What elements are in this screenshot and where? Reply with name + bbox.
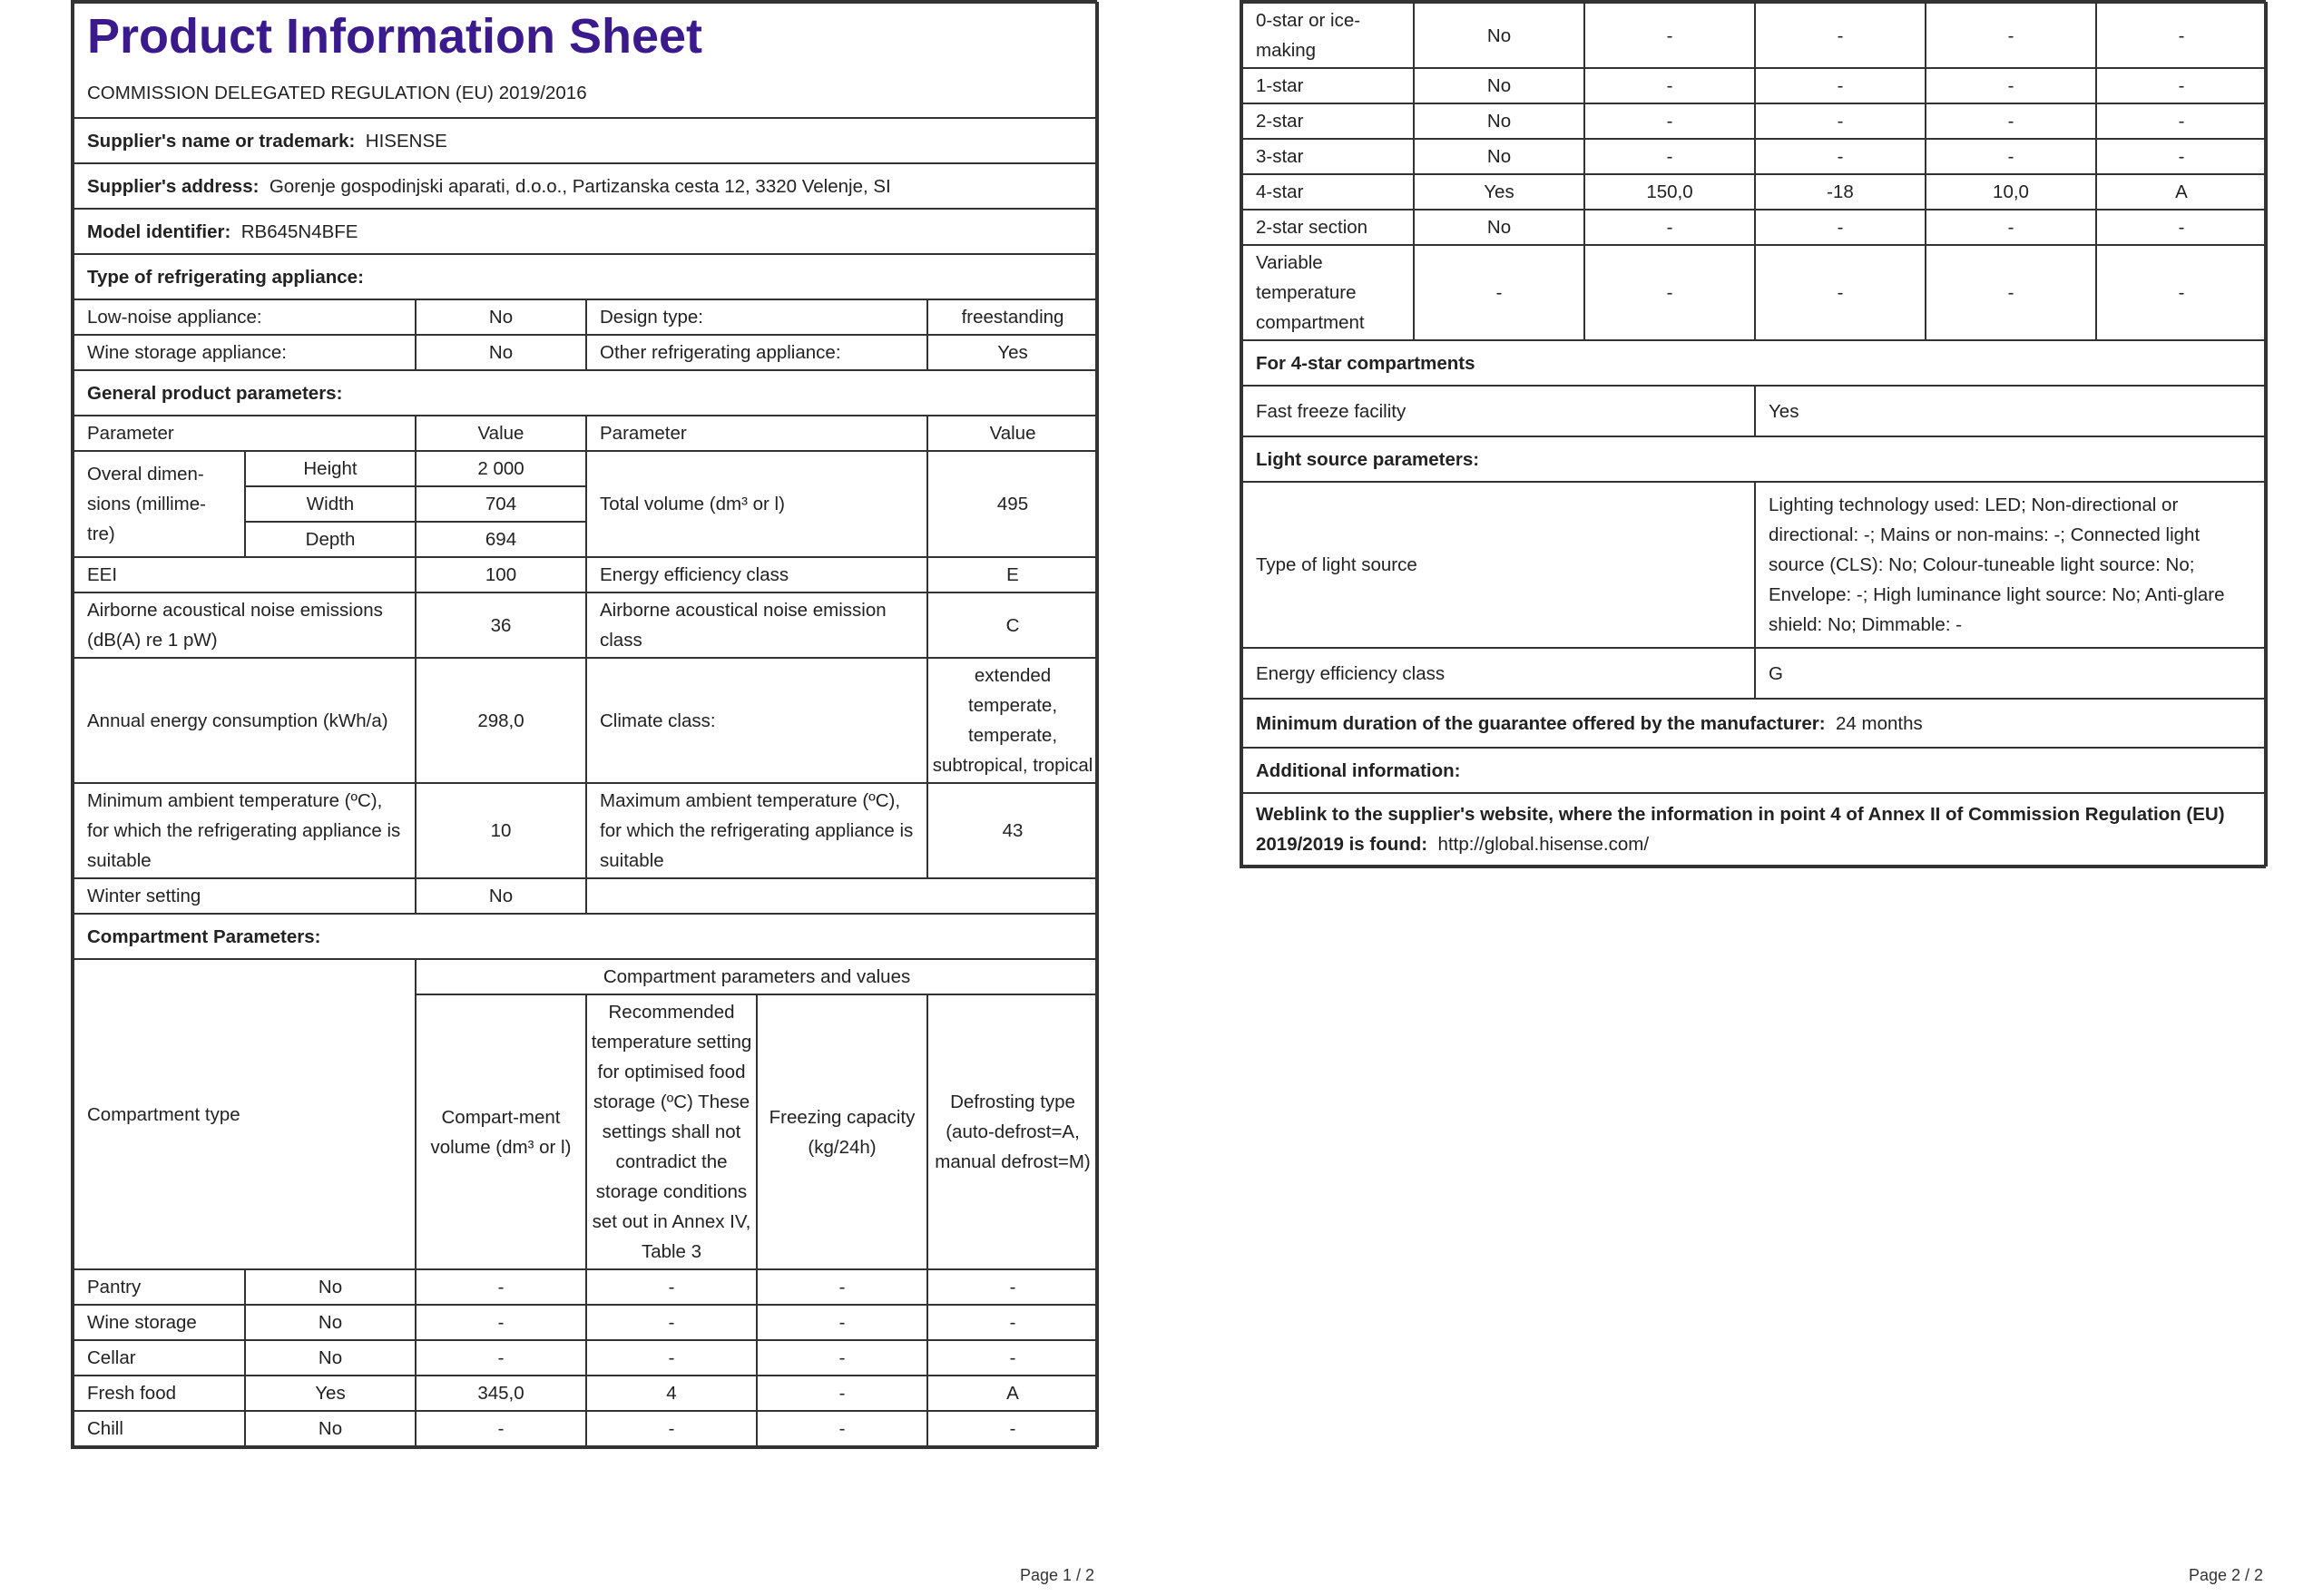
page-1: [71, 0, 1097, 1449]
compartment-name: Cellar: [74, 1340, 245, 1376]
noise-class-value: C: [927, 592, 1098, 658]
compartment-defrost: -: [2096, 139, 2267, 174]
compartment-name: 4-star: [1242, 174, 1414, 210]
compartment-row: [1242, 174, 2267, 210]
four-star-heading: For 4-star compartments: [1242, 340, 2267, 386]
compartment-name: Chill: [74, 1411, 245, 1446]
climate-label: Climate class:: [586, 658, 927, 783]
compartment-name: 2-star: [1242, 103, 1414, 139]
col-temp-header: Recommended temperature setting for optimised food storage (ºC) These settings shall not contradict the storage conditions set out in Annex IV, Table 3: [586, 994, 757, 1269]
compartment-volume: -: [416, 1305, 586, 1340]
page-2-footer: Page 2 / 2: [2189, 1566, 2264, 1584]
compartment-type-header: Compartment type: [74, 959, 416, 1269]
supplier-label: Supplier's name or trademark:: [87, 130, 356, 152]
appliance-type-heading: Type of refrigerating appliance:: [74, 254, 1098, 299]
compartment-present: No: [1414, 210, 1584, 245]
compartment-defrost: -: [2096, 210, 2267, 245]
compartment-freeze: -: [757, 1305, 927, 1340]
guarantee-label: Minimum duration of the guarantee offered by the manufacturer:: [1256, 712, 1826, 734]
dimensions-label: Overal dimen-sions (millime-tre): [74, 451, 245, 557]
compartment-row: [1242, 210, 2267, 245]
compartment-temp: -: [586, 1269, 757, 1305]
compartment-volume: -: [1584, 3, 1755, 68]
depth-value: 694: [416, 522, 586, 557]
compartment-name: 3-star: [1242, 139, 1414, 174]
compartment-present: No: [245, 1411, 416, 1446]
col-param-header-2: Parameter: [586, 416, 927, 451]
compartment-volume: -: [416, 1340, 586, 1376]
guarantee-value: 24 months: [1836, 712, 1923, 734]
col-volume-header: Compart-ment volume (dm³ or l): [416, 994, 586, 1269]
compartment-defrost: -: [927, 1269, 1098, 1305]
compartment-row: [74, 1340, 1098, 1376]
additional-info-label: Additional information:: [1242, 748, 2267, 793]
compartment-row: [1242, 68, 2267, 103]
noise-value: 36: [416, 592, 586, 658]
height-label: Height: [245, 451, 416, 486]
compartment-defrost: -: [927, 1305, 1098, 1340]
compartment-defrost: -: [2096, 103, 2267, 139]
compartment-temp: 4: [586, 1376, 757, 1411]
winter-label: Winter setting: [74, 878, 416, 914]
supplier-value: HISENSE: [365, 130, 447, 152]
compartment-freeze: -: [757, 1340, 927, 1376]
col-value-header-2: Value: [927, 416, 1098, 451]
min-temp-label: Minimum ambient temperature (ºC), for which the refrigerating appliance is suitable: [74, 783, 416, 878]
compartment-group-header: Compartment parameters and values: [416, 959, 1098, 994]
compartment-freeze: -: [757, 1376, 927, 1411]
compartment-temp: -: [1755, 103, 1926, 139]
annual-energy-label: Annual energy consumption (kWh/a): [74, 658, 416, 783]
col-defrost-header: Defrosting type (auto-defrost=A, manual defrost=M): [927, 994, 1098, 1269]
page-1-footer: Page 1 / 2: [1020, 1566, 1095, 1584]
compartment-temp: -: [586, 1305, 757, 1340]
compartment-name: 0-star or ice-making: [1242, 3, 1414, 68]
regulation: COMMISSION DELEGATED REGULATION (EU) 2019/2016: [87, 83, 587, 103]
compartment-present: No: [1414, 68, 1584, 103]
compartment-heading: Compartment Parameters:: [74, 914, 1098, 959]
compartment-name: Pantry: [74, 1269, 245, 1305]
compartment-row: [74, 1269, 1098, 1305]
compartment-name: Wine storage: [74, 1305, 245, 1340]
compartment-freeze: -: [1926, 210, 2096, 245]
compartment-present: No: [245, 1340, 416, 1376]
compartment-freeze: 10,0: [1926, 174, 2096, 210]
compartment-volume: -: [416, 1269, 586, 1305]
compartment-row: [74, 1376, 1098, 1411]
design-value: freestanding: [927, 299, 1098, 335]
compartment-temp: -: [1755, 139, 1926, 174]
noise-label: Airborne acoustical noise emissions (dB(A) re 1 pW): [74, 592, 416, 658]
fast-freeze-label: Fast freeze facility: [1242, 386, 1755, 436]
address-label: Supplier's address:: [87, 175, 260, 197]
min-temp-value: 10: [416, 783, 586, 878]
compartment-defrost: -: [927, 1411, 1098, 1446]
compartment-row: [1242, 245, 2267, 340]
max-temp-label: Maximum ambient temperature (ºC), for which the refrigerating appliance is suitable: [586, 783, 927, 878]
weblink-value[interactable]: http://global.hisense.com/: [1437, 834, 1650, 855]
eclass-value: E: [927, 557, 1098, 592]
compartment-defrost: -: [2096, 68, 2267, 103]
compartment-name: 2-star section: [1242, 210, 1414, 245]
compartment-volume: -: [1584, 68, 1755, 103]
compartment-temp: -: [1755, 3, 1926, 68]
volume-value: 495: [927, 451, 1098, 557]
height-value: 2 000: [416, 451, 586, 486]
compartment-freeze: -: [1926, 3, 2096, 68]
wine-label: Wine storage appliance:: [74, 335, 416, 370]
col-value-header: Value: [416, 416, 586, 451]
wine-value: No: [416, 335, 586, 370]
address-value: Gorenje gospodinjski aparati, d.o.o., Partizanska cesta 12, 3320 Velenje, SI: [269, 175, 891, 197]
compartment-volume: 150,0: [1584, 174, 1755, 210]
fast-freeze-value: Yes: [1755, 386, 2267, 436]
compartment-row: [74, 1305, 1098, 1340]
compartment-present: No: [1414, 139, 1584, 174]
compartment-defrost: -: [2096, 245, 2267, 340]
model-label: Model identifier:: [87, 220, 231, 242]
compartment-present: No: [1414, 103, 1584, 139]
climate-value: extended temperate, temperate, subtropical, tropical: [927, 658, 1098, 783]
eclass-label: Energy efficiency class: [586, 557, 927, 592]
compartment-present: No: [245, 1305, 416, 1340]
compartment-row: [1242, 103, 2267, 139]
info-table-page-1: [73, 2, 1099, 1447]
compartment-row: [74, 1411, 1098, 1446]
compartment-present: -: [1414, 245, 1584, 340]
width-value: 704: [416, 486, 586, 522]
eei-label: EEI: [74, 557, 416, 592]
light-eclass-label: Energy efficiency class: [1242, 648, 1755, 699]
eei-value: 100: [416, 557, 586, 592]
compartment-row: [1242, 139, 2267, 174]
other-value: Yes: [927, 335, 1098, 370]
light-type-value: Lighting technology used: LED; Non-directional or directional: -; Mains or non-mains: -; Connected light source (CLS): No; Colour-tuneable light source: No; Envelope: -; High luminance light source: No; Anti-glare shield: No; Dimmable: -: [1755, 482, 2267, 648]
width-label: Width: [245, 486, 416, 522]
weblink-label: Weblink to the supplier's website, where the information in point 4 of Annex II of Commission Regulation (EU) 2019/2019 is found:: [1256, 804, 2225, 855]
design-label: Design type:: [586, 299, 927, 335]
compartment-volume: -: [1584, 103, 1755, 139]
compartment-temp: -: [586, 1411, 757, 1446]
annual-energy-value: 298,0: [416, 658, 586, 783]
noise-class-label: Airborne acoustical noise emission class: [586, 592, 927, 658]
compartment-volume: -: [1584, 139, 1755, 174]
max-temp-value: 43: [927, 783, 1098, 878]
page-2: [1240, 0, 2266, 868]
light-heading: Light source parameters:: [1242, 436, 2267, 482]
compartment-freeze: -: [757, 1269, 927, 1305]
compartment-name: Fresh food: [74, 1376, 245, 1411]
winter-value: No: [416, 878, 586, 914]
empty-cell: [586, 878, 1098, 914]
compartment-present: No: [245, 1269, 416, 1305]
page-title: Product Information Sheet: [87, 9, 703, 64]
compartment-freeze: -: [1926, 245, 2096, 340]
general-heading: General product parameters:: [74, 370, 1098, 416]
compartment-volume: -: [1584, 245, 1755, 340]
compartment-defrost: -: [2096, 3, 2267, 68]
col-param-header: Parameter: [74, 416, 416, 451]
compartment-freeze: -: [1926, 139, 2096, 174]
compartment-freeze: -: [1926, 68, 2096, 103]
light-eclass-value: G: [1755, 648, 2267, 699]
model-value: RB645N4BFE: [240, 220, 358, 242]
depth-label: Depth: [245, 522, 416, 557]
compartment-defrost: -: [927, 1340, 1098, 1376]
compartment-volume: -: [416, 1411, 586, 1446]
info-table-page-2: [1241, 2, 2268, 867]
col-freeze-header: Freezing capacity (kg/24h): [757, 994, 927, 1269]
compartment-freeze: -: [1926, 103, 2096, 139]
compartment-defrost: A: [2096, 174, 2267, 210]
compartment-present: No: [1414, 3, 1584, 68]
compartment-name: Variable temperature compartment: [1242, 245, 1414, 340]
compartment-temp: -: [1755, 210, 1926, 245]
compartment-present: Yes: [1414, 174, 1584, 210]
compartment-volume: 345,0: [416, 1376, 586, 1411]
low-noise-label: Low-noise appliance:: [74, 299, 416, 335]
compartment-temp: -18: [1755, 174, 1926, 210]
compartment-defrost: A: [927, 1376, 1098, 1411]
compartment-temp: -: [1755, 68, 1926, 103]
other-label: Other refrigerating appliance:: [586, 335, 927, 370]
volume-label: Total volume (dm³ or l): [586, 451, 927, 557]
compartment-volume: -: [1584, 210, 1755, 245]
compartment-temp: -: [1755, 245, 1926, 340]
compartment-freeze: -: [757, 1411, 927, 1446]
compartment-row: [1242, 3, 2267, 68]
light-type-label: Type of light source: [1242, 482, 1755, 648]
compartment-name: 1-star: [1242, 68, 1414, 103]
low-noise-value: No: [416, 299, 586, 335]
compartment-present: Yes: [245, 1376, 416, 1411]
compartment-temp: -: [586, 1340, 757, 1376]
